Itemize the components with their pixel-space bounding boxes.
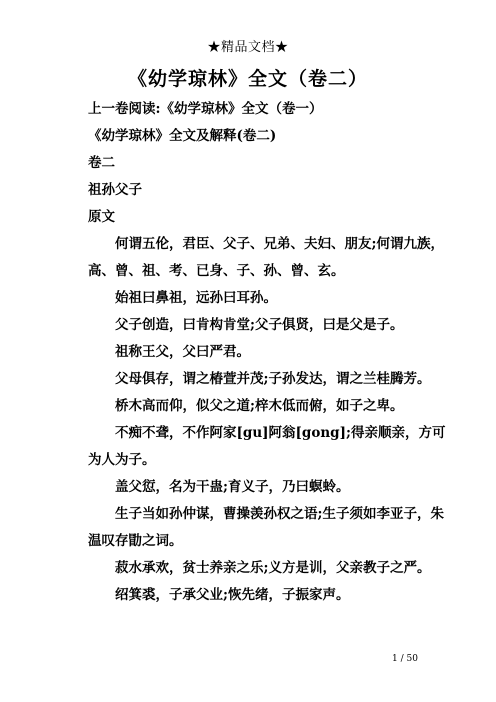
paragraph: 绍箕裘，子承父业;恢先绪，子振家声。 [115, 587, 350, 603]
page-number: 1 / 50 [392, 654, 418, 664]
paragraph: 菽水承欢，贫士养亲之乐;义方是训，父亲教子之严。 [115, 560, 431, 576]
paragraph: 祖称王父，父曰严君。 [115, 344, 250, 360]
paragraph: 父母俱存，谓之椿萱并茂;子孙发达，谓之兰桂腾芳。 [115, 371, 431, 387]
chapter-heading: 祖孙父子 [88, 182, 142, 198]
document-body [88, 96, 446, 609]
page-header: ★精品文档★ [207, 40, 289, 55]
paragraph: 何谓五伦，君臣、父子、兄弟、夫妇、朋友;何谓九族，高、曾、祖、考、已身、子、孙、曾、玄。 [88, 236, 444, 279]
paragraph: 桥木高而仰，似父之道;梓木低而俯，如子之卑。 [115, 398, 404, 414]
volume-heading: 卷二 [88, 155, 115, 171]
document-title: 《幼学琼林》全文（卷二） [127, 68, 368, 90]
paragraph: 不痴不聋，不作阿家[gu]阿翁[gong];得亲顺亲，方可为人为子。 [88, 425, 446, 468]
previous-volume-link[interactable]: 上一卷阅读:《幼学琼林》全文（卷一） [88, 101, 323, 117]
paragraph: 生子当如孙仲谋，曹操羡孙权之语;生子须如李亚子，朱温叹存勖之词。 [88, 506, 444, 549]
paragraph: 始祖曰鼻祖，远孙曰耳孙。 [115, 290, 277, 306]
subtitle-line: 《幼学琼林》全文及解释(卷二) [88, 128, 277, 144]
paragraph: 父子创造，曰肯构肯堂;父子俱贤，曰是父是子。 [115, 317, 404, 333]
original-text-label: 原文 [88, 209, 115, 225]
paragraph: 盖父愆，名为干蛊;育义子，乃曰螟蛉。 [115, 479, 350, 495]
